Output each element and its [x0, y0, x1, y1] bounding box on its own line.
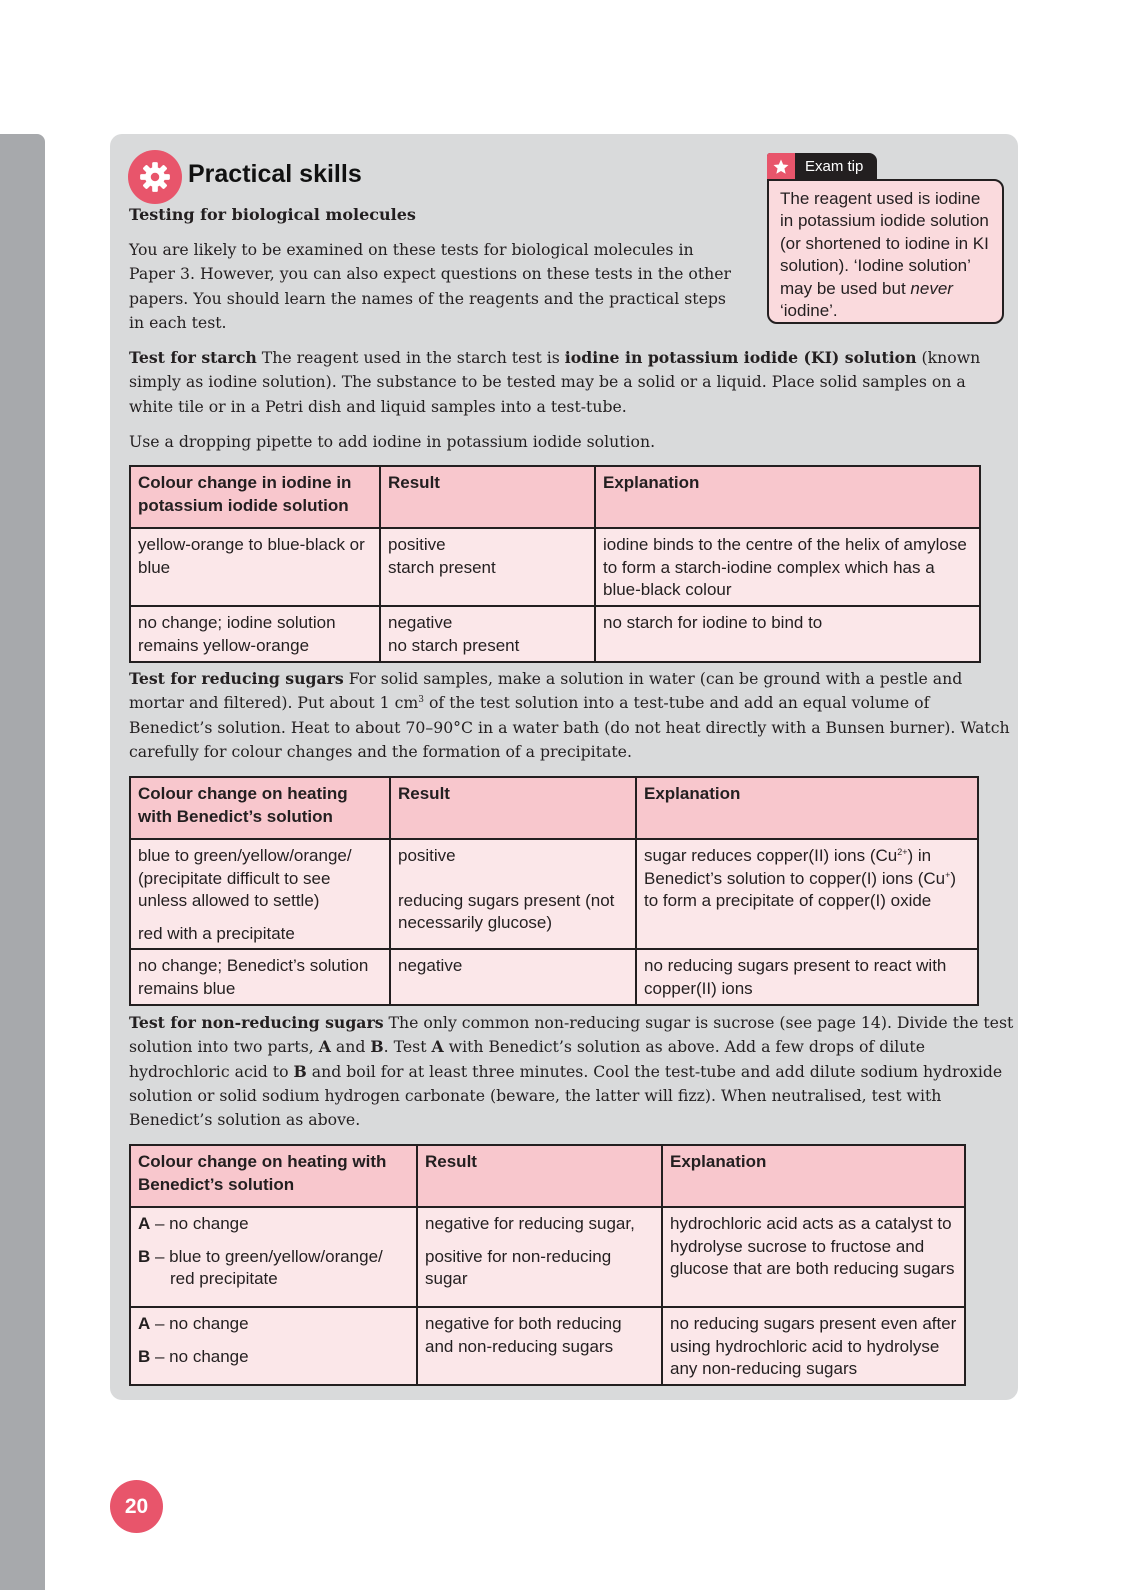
- table-cell: [130, 1307, 417, 1385]
- reducing-sugars-table: [129, 776, 979, 1006]
- part-label: B: [138, 1246, 151, 1266]
- part-label: A: [431, 1037, 444, 1057]
- exam-tip-text-end: ‘iodine’.: [780, 301, 838, 321]
- explanation-text: sugar reduces copper(II) ions (Cu: [644, 846, 898, 865]
- part-label: B: [370, 1037, 384, 1057]
- table-cell: negative for both reducing and non-reducing sugars: [417, 1307, 662, 1385]
- change-text: – no change: [150, 1214, 249, 1233]
- table-cell: [380, 528, 595, 606]
- table-cell: iodine binds to the centre of the helix of amylose to form a starch-iodine complex which has a blue-black colour: [595, 528, 980, 606]
- starch-reagent: iodine in potassium iodide (KI) solution: [564, 348, 917, 367]
- table-cell: [390, 839, 636, 949]
- non-reducing-sugars-paragraph: [129, 1011, 1014, 1132]
- result-text: positive: [388, 535, 446, 554]
- table-cell: [380, 606, 595, 662]
- table-row: [130, 949, 978, 1005]
- table-header-row: [130, 466, 980, 528]
- column-header: Result: [390, 777, 636, 839]
- gear-icon-glyph: [138, 160, 172, 194]
- reducing-test-text-end: of the test solution into a test-tube and add an equal volume of Benedict’s solution. Heat to about 70–90°C in a water bath (do not heat directly with a Bunsen burner). Watch carefully for colour changes and the formation of a precipitate.: [129, 693, 1010, 761]
- column-header: Explanation: [636, 777, 978, 839]
- change-text: blue to green/yellow/orange/ (precipitate difficult to see unless allowed to settle): [138, 846, 352, 910]
- reducing-sugars-paragraph: [129, 667, 1014, 764]
- intro-paragraph: You are likely to be examined on these tests for biological molecules in Paper 3. However, you can also expect questions on these tests in the other papers. You should learn the names of the reagents and the practical steps in each test.: [129, 240, 732, 332]
- part-label: B: [293, 1061, 307, 1081]
- table-cell: hydrochloric acid acts as a catalyst to hydrolyse sucrose to fructose and glucose that are both reducing sugars: [662, 1207, 965, 1307]
- change-text: – no change: [150, 1346, 249, 1366]
- superscript: 2+: [897, 847, 908, 857]
- non-reducing-text: . Test: [383, 1037, 432, 1057]
- result-text: no starch present: [388, 635, 520, 655]
- starch-test-lead: Test for starch: [129, 348, 257, 367]
- starch-test-text-end: (known simply as iodine solution). The substance to be tested may be a solid or a liquid. Place solid samples on a white tile or in a Petri dish and liquid samples into a test-tube.: [129, 348, 981, 416]
- column-header: Result: [380, 466, 595, 528]
- page-number-badge: 20: [110, 1480, 163, 1533]
- table-cell: [130, 1207, 417, 1307]
- change-line: [138, 1246, 409, 1269]
- column-header: Result: [417, 1145, 662, 1207]
- gear-icon: [128, 150, 182, 204]
- pipette-paragraph: Use a dropping pipette to add iodine in potassium iodide solution.: [129, 432, 656, 451]
- change-text: red precipitate: [170, 1269, 278, 1288]
- starch-test-table: [129, 465, 981, 663]
- superscript: +: [945, 869, 951, 880]
- star-icon: [767, 153, 795, 180]
- part-label: A: [138, 1214, 151, 1233]
- result-text: positive for non-reducing sugar: [425, 1246, 612, 1288]
- reducing-test-lead: Test for reducing sugars: [129, 669, 344, 688]
- part-label: B: [138, 1346, 151, 1366]
- result-text: positive: [398, 846, 456, 865]
- table-row: [130, 528, 980, 606]
- explanation-text: ) in Benedict’s solution to copper(I) ions (Cu: [644, 846, 946, 888]
- part-label: A: [138, 1314, 151, 1333]
- section-subtitle: Testing for biological molecules: [129, 205, 416, 224]
- result-text: reducing sugars present (not necessarily glucose): [398, 890, 615, 932]
- table-cell: no change; iodine solution remains yellow-orange: [130, 606, 380, 662]
- exam-tip-emphasis: never: [910, 278, 953, 298]
- table-cell: negative: [390, 949, 636, 1005]
- table-row: [130, 839, 978, 949]
- side-strip: [0, 134, 45, 1590]
- table-cell: no starch for iodine to bind to: [595, 606, 980, 662]
- non-reducing-text-end: and boil for at least three minutes. Cool the test-tube and add dilute sodium hydroxide solution or solid sodium hydrogen carbonate (beware, the latter will fizz). When neutralised, test with Benedict’s solution as above.: [129, 1061, 1003, 1130]
- column-header: Colour change on heating with Benedict’s solution: [130, 1145, 417, 1207]
- table-cell: [417, 1207, 662, 1307]
- column-header: Colour change on heating with Benedict’s solution: [130, 777, 390, 839]
- non-reducing-text: The only common non-reducing sugar is sucrose (see page 14). Divide the test solution into two parts,: [129, 1013, 1014, 1057]
- exam-tip-label: Exam tip: [805, 158, 864, 175]
- non-reducing-text: with Benedict’s solution as above. Add a few drops of dilute hydrochloric acid to: [129, 1037, 925, 1081]
- table-cell: yellow-orange to blue-black or blue: [130, 528, 380, 606]
- reducing-test-text: For solid samples, make a solution in water (can be ground with a pestle and mortar and filtered). Put about 1 cm: [129, 669, 963, 713]
- explanation-text: ) to form a precipitate of copper(I) oxide: [644, 868, 957, 910]
- section-title: Practical skills: [188, 160, 362, 188]
- table-row: [130, 606, 980, 662]
- table-row: [130, 1307, 965, 1385]
- table-cell: no reducing sugars present even after using hydrochloric acid to hydrolyse any non-reducing sugars: [662, 1307, 965, 1385]
- column-header: Explanation: [595, 466, 980, 528]
- starch-test-paragraph: [129, 346, 1014, 419]
- superscript: 3: [418, 695, 424, 706]
- column-header: Colour change in iodine in potassium iodide solution: [130, 466, 380, 528]
- change-text: – blue to green/yellow/orange/: [150, 1246, 383, 1266]
- result-text: negative: [388, 613, 453, 632]
- table-header-row: [130, 777, 978, 839]
- exam-tip-box: [767, 179, 1004, 324]
- table-row: [130, 1207, 965, 1307]
- non-reducing-text: and: [330, 1037, 371, 1057]
- table-cell: [636, 839, 978, 949]
- column-header: Explanation: [662, 1145, 965, 1207]
- starch-test-text: The reagent used in the starch test is: [256, 348, 565, 367]
- non-reducing-sugars-table: [129, 1144, 966, 1386]
- table-cell: no reducing sugars present to react with copper(II) ions: [636, 949, 978, 1005]
- change-text: – no change: [150, 1314, 249, 1333]
- exam-tip-text: The reagent used is iodine in potassium iodide solution (or shortened to iodine in KI solution). ‘Iodine solution’ may be used but: [780, 189, 989, 298]
- table-cell: no change; Benedict’s solution remains blue: [130, 949, 390, 1005]
- table-header-row: [130, 1145, 965, 1207]
- change-text: red with a precipitate: [138, 923, 295, 943]
- result-text: negative for reducing sugar,: [425, 1214, 635, 1233]
- non-reducing-test-lead: Test for non-reducing sugars: [129, 1013, 384, 1032]
- table-cell: [130, 839, 390, 949]
- change-line: [138, 1346, 409, 1369]
- part-label: A: [318, 1037, 331, 1057]
- result-text: starch present: [388, 557, 496, 577]
- exam-tip-tab: [767, 153, 877, 180]
